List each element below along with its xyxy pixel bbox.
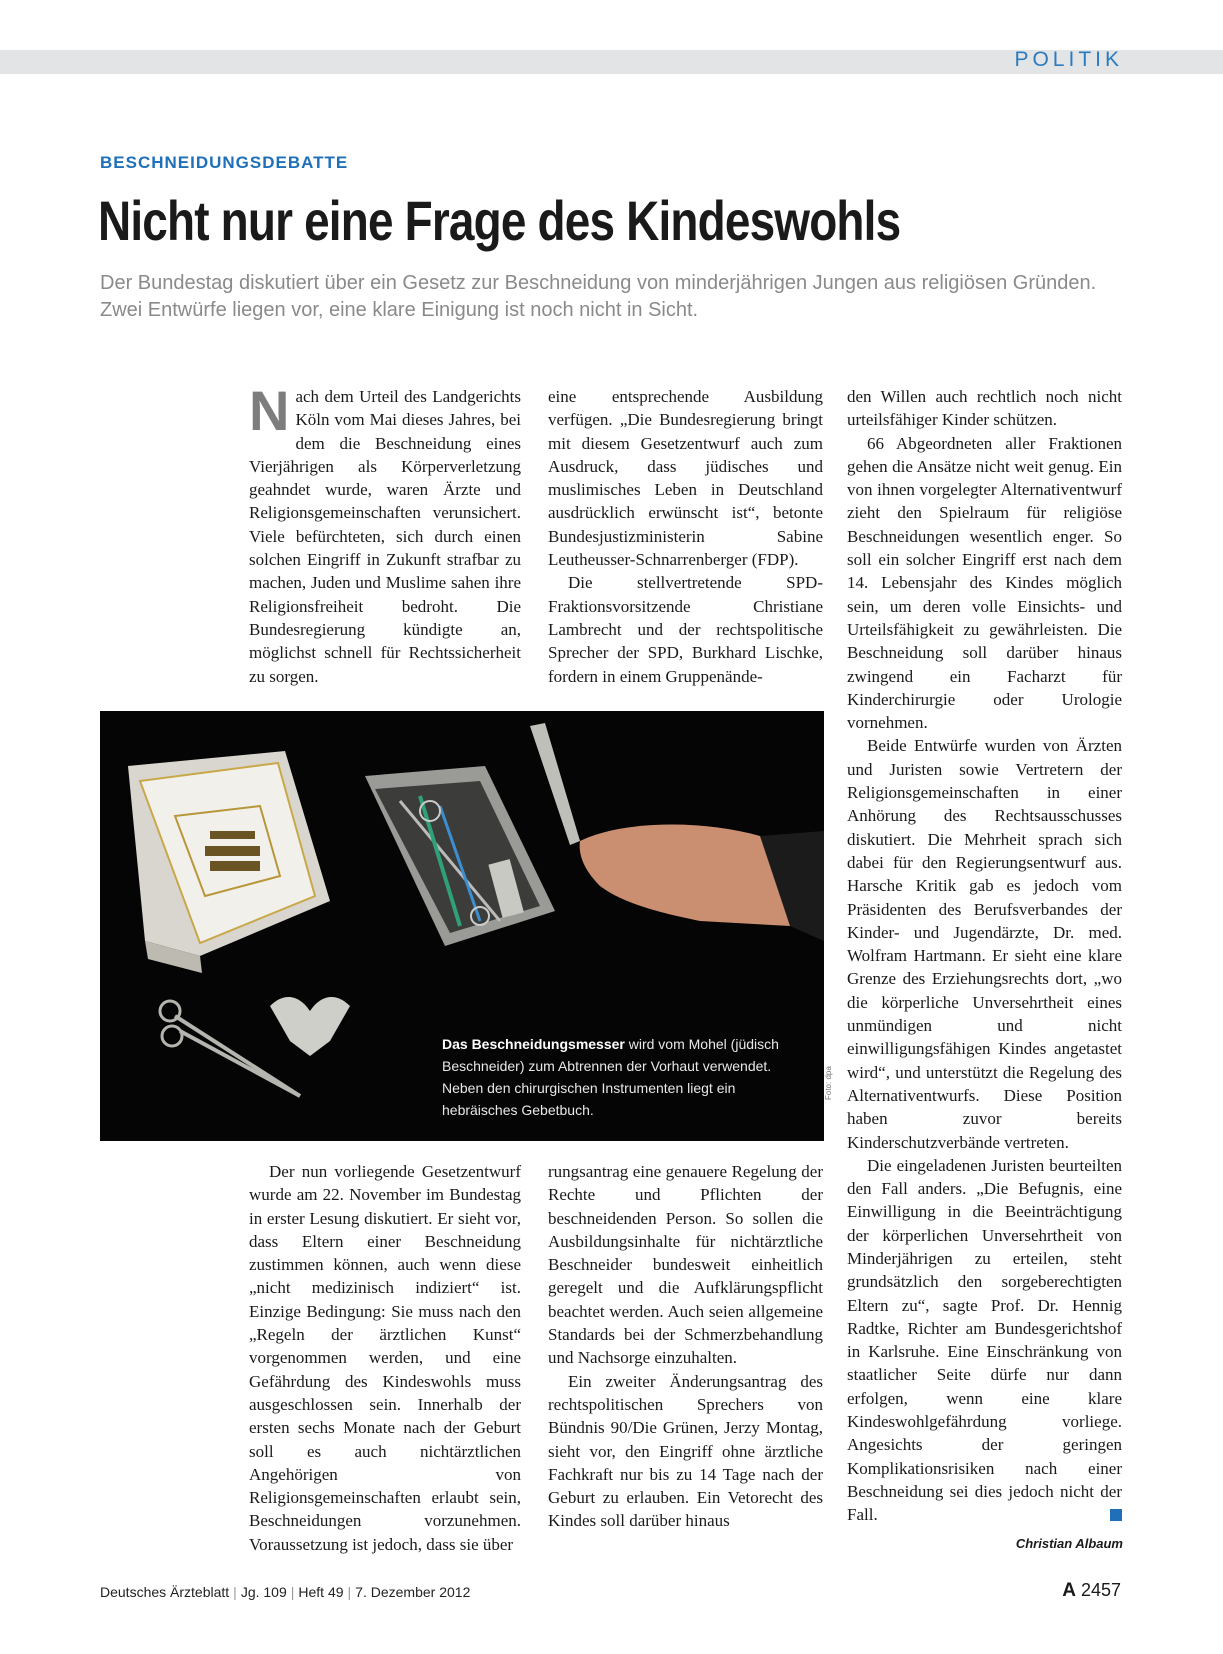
paragraph-text: Die eingeladenen Juristen beurteilten den Fall anders. „Die Befugnis, eine Einwilligung in die Beeinträchtigung der körperlichen Unversehrtheit von Minderjährigen zu erteilen, steht grundsätzlich den sorgeberechtigten Eltern zu“, sagte Prof. Dr. Hennig Radtke, Richter am Bundesgerichtshof in Karlsruhe. Eine Einschränkung von staatlicher Seite dürfe nur dann erfolgen, wenn eine klare Kindeswohlgefährdung vorliege. Angesichts der geringen Komplikationsrisiken nach einer Beschneidung sei dies jedoch nicht der Fall. xyxy=(847,1155,1122,1525)
photo-caption xyxy=(442,1033,812,1121)
page-number xyxy=(1062,1580,1121,1602)
kicker: BESCHNEIDUNGSDEBATTE xyxy=(100,153,349,172)
paragraph: Ein zweiter Änderungsantrag des rechtspolitischen Sprechers von Bündnis 90/Die Grünen, Jerzy Montag, sieht vor, den Eingriff ohne ärztliche Fachkraft nur bis zu 14 Tage nach der Geburt zu erlauben. Ein Vetorecht des Kindes soll darüber hinaus xyxy=(548,1371,823,1531)
headline: Nicht nur eine Frage des Kindeswohls xyxy=(98,189,901,252)
caption-bold: Das Beschneidungsmesser xyxy=(442,1036,625,1052)
photo-credit: Foto: dpa xyxy=(824,1066,833,1100)
column-1-top xyxy=(249,379,521,688)
paragraph-text: ach dem Urteil des Landgerichts Köln vom Mai dieses Jahres, bei dem die Beschneidung eines Vierjährigen als Körperverletzung geahndet wurde, waren Ärzte und Religionsgemeinschaften verunsichert. Viele befürchteten, sich durch einen solchen Eingriff in Zukunft strafbar zu machen, Juden und Muslime sahen ihre Religionsfreiheit bedroht. Die Bundesregierung kündigte an, möglichst schnell für Rechtssicherheit zu sorgen. xyxy=(249,387,521,686)
caption-text: wird vom Mohel (jüdisch Beschneider) zum Abtrennen der Vorhaut verwendet. Neben den chirurgischen Instrumenten liegt ein hebräisches Gebetbuch. xyxy=(442,1036,779,1118)
paragraph: den Willen auch rechtlich noch nicht urteilsfähiger Kinder schützen. xyxy=(847,387,1122,430)
lead-paragraph: Der Bundestag diskutiert über ein Gesetz zur Beschneidung von minderjährigen Jungen aus religiösen Gründen. Zwei Entwürfe liegen vor, eine klare Einigung ist noch nicht in Sicht. xyxy=(100,272,1097,321)
paragraph: 66 Abgeordneten aller Fraktionen gehen die Ansätze nicht weit genug. Ein von ihnen vorgelegter Alternativentwurf zieht den Spielraum für religiöse Beschneidungen wesentlich enger. So soll ein solcher Eingriff erst nach dem 14. Lebensjahr des Kindes möglich sein, um deren volle Einsichts- und Urteilsfähigkeit zu gewährleisten. Die Beschneidung soll darüber hinaus zwingend ein Facharzt für Kinderchirurgie oder Urologie vornehmen. xyxy=(847,433,1122,733)
paragraph: eine entsprechende Ausbildung verfügen. „Die Bundesregierung bringt mit diesem Gesetzentwurf auch zum Ausdruck, dass jüdisches und muslimisches Leben in Deutschland ausdrücklich erwünscht ist“, betonte Bundesjustizministerin Sabine Leutheusser-Schnarrenberger (FDP). xyxy=(548,387,823,570)
issue-date: 7. Dezember 2012 xyxy=(355,1584,471,1600)
end-mark xyxy=(1110,1509,1122,1521)
column-1-bottom xyxy=(249,1160,521,1556)
paragraph: Beide Entwürfe wurden von Ärzten und Juristen sowie Vertretern der Religionsgemeinschaften in einer Anhörung des Rechtsausschusses diskutiert. Die Mehrheit sprach sich dabei für den Regierungsentwurf aus. Harsche Kritik gab es jedoch vom Präsidenten des Berufsverbandes der Kinder- und Jugendärzte, Dr. med. Wolfram Hartmann. Er sieht eine klare Grenze des Erziehungsrechts dort, „wo die körperliche Unversehrtheit eines unmündigen und nicht einwilligungsfähigen Kindes angetastet wird“, und unterstützt die Regelung des Alternativentwurfs. Diese Position haben zuvor bereits Kinderschutzverbände vertreten. xyxy=(847,736,1122,1152)
paragraph: rungsantrag eine genauere Regelung der Rechte und Pflichten der beschneidenden Person. So sollen die Ausbildungsinhalte für nichtärztliche Beschneider bundesweit einheitlich geregelt und die Aufklärungspflicht beachtet werden. Auch seien allgemeine Standards bei der Schmerzbehandlung und Nachsorge einzuhalten. xyxy=(548,1162,823,1368)
section-label: POLITIK xyxy=(1014,48,1123,71)
issue: Heft 49 xyxy=(298,1584,344,1600)
paragraph: Der nun vorliegende Gesetzentwurf wurde am 22. November im Bundestag in erster Lesung diskutiert. Er sieht vor, dass Eltern einer Beschneidung zustimmen können, auch wenn diese „nicht medizinisch indiziert“ ist. Einzige Bedingung: Sie muss nach den „Regeln der ärztlichen Kunst“ vorgenommen werden, und eine Gefährdung des Kindeswohls muss ausgeschlossen sein. Innerhalb der ersten sechs Monate nach der Geburt soll es auch nichtärztlichen Angehörigen von Religionsgemeinschaften erlaubt sein, Beschneidungen vorzunehmen. Voraussetzung ist jedoch, dass sie über xyxy=(249,1162,521,1554)
paragraph: Die stellvertretende SPD-Fraktionsvorsitzende Christiane Lambrecht und der rechtspolitische Sprecher der SPD, Burkhard Lischke, fordern in einem Gruppenände- xyxy=(548,573,823,686)
column-3 xyxy=(847,385,1122,1527)
paragraph xyxy=(249,379,521,688)
journal-name: Deutsches Ärzteblatt xyxy=(100,1584,230,1600)
footer: Deutsches Ärzteblatt | Jg. 109 | Heft 49 | 7. Dezember 2012 xyxy=(100,1584,471,1600)
author-name: Christian Albaum xyxy=(1015,1536,1123,1551)
article-photo xyxy=(100,711,824,1141)
volume: Jg. 109 xyxy=(240,1584,287,1600)
column-2-top xyxy=(548,385,823,688)
paragraph xyxy=(847,1154,1122,1527)
page-value: 2457 xyxy=(1080,1580,1121,1600)
column-2-bottom xyxy=(548,1160,823,1533)
page-prefix: A xyxy=(1062,1580,1076,1601)
dropcap: N xyxy=(249,379,290,442)
